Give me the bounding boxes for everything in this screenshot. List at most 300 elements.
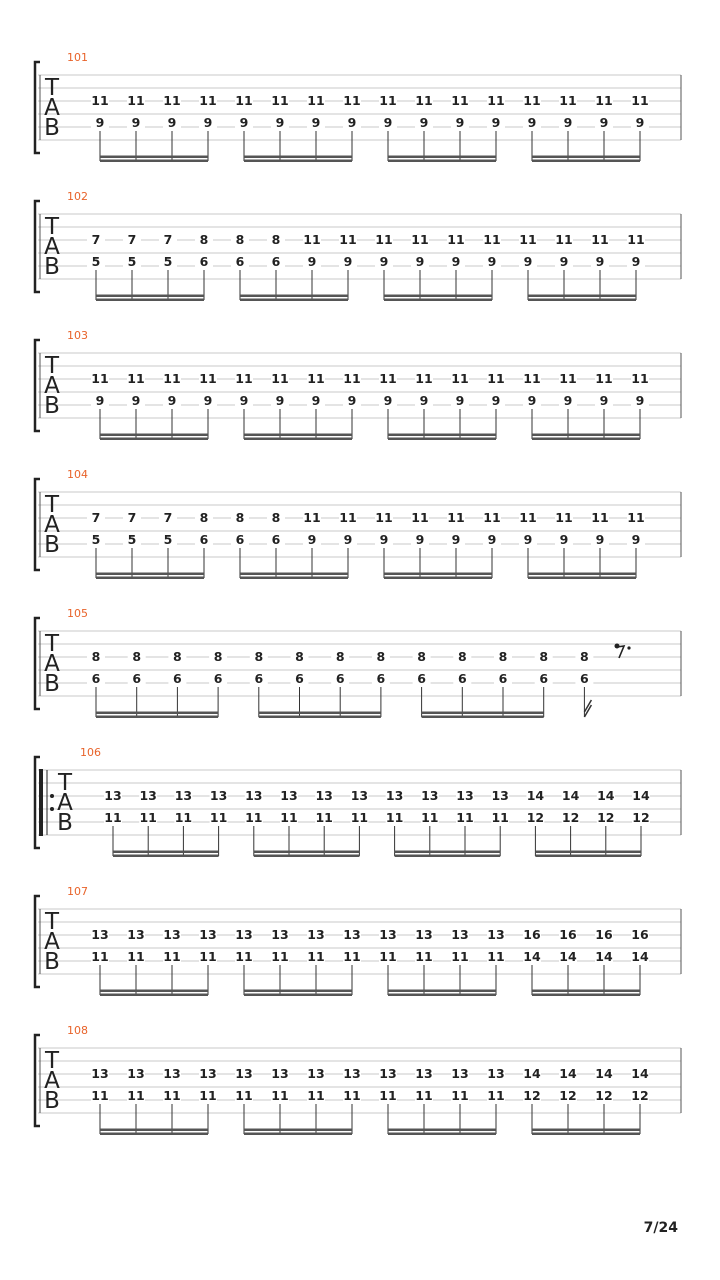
beam	[388, 990, 496, 993]
system-bracket	[35, 62, 40, 153]
fret-number: 13	[235, 927, 253, 942]
fret-number: 11	[271, 93, 289, 108]
tab-clef-letter: B	[44, 254, 60, 280]
page-number: 7/24	[643, 1220, 678, 1236]
beam	[528, 577, 636, 580]
fret-number: 11	[307, 93, 325, 108]
fret-number: 13	[451, 1066, 469, 1081]
tab-clef-letter: B	[44, 1088, 60, 1114]
beam	[113, 855, 219, 858]
fret-number: 13	[199, 927, 217, 942]
beam	[528, 573, 636, 576]
beam	[395, 851, 501, 854]
fret-number: 9	[487, 532, 497, 547]
fret-number: 9	[631, 254, 641, 269]
fret-number: 8	[335, 649, 345, 664]
fret-number: 11	[555, 510, 573, 525]
fret-number: 9	[239, 393, 249, 408]
fret-number: 11	[415, 949, 433, 964]
fret-number: 9	[523, 532, 533, 547]
beam	[254, 855, 360, 858]
fret-number: 11	[199, 93, 217, 108]
fret-number: 11	[235, 1088, 253, 1103]
fret-number: 12	[526, 810, 545, 825]
fret-number: 11	[595, 93, 613, 108]
system-bracket	[35, 340, 40, 431]
beam	[388, 434, 496, 437]
fret-number: 13	[104, 788, 122, 803]
fret-number: 11	[280, 810, 298, 825]
beam	[113, 851, 219, 854]
fret-number: 6	[199, 254, 209, 269]
system-bracket	[35, 896, 40, 987]
fret-number: 6	[132, 671, 142, 686]
fret-number: 12	[632, 810, 650, 825]
beam	[395, 855, 501, 858]
fret-number: 8	[539, 649, 549, 664]
fret-number: 6	[539, 671, 549, 686]
beam	[532, 1129, 640, 1132]
tab-clef-letter: T	[44, 353, 60, 379]
fret-number: 6	[580, 671, 589, 686]
fret-number: 11	[451, 949, 469, 964]
tab-system	[35, 746, 681, 857]
fret-number: 6	[235, 532, 245, 547]
fret-number: 8	[417, 649, 426, 664]
tab-system	[35, 190, 681, 301]
fret-number: 11	[199, 371, 217, 386]
fret-number: 11	[483, 232, 501, 247]
fret-number: 8	[271, 510, 281, 525]
fret-number: 11	[447, 232, 465, 247]
tab-clef-letter: B	[57, 810, 73, 836]
tab-clef-letter: B	[44, 671, 60, 697]
fret-number: 11	[91, 949, 109, 964]
fret-number: 9	[419, 393, 429, 408]
fret-number: 13	[379, 927, 397, 942]
fret-number: 9	[599, 115, 609, 130]
fret-number: 11	[411, 232, 429, 247]
fret-number: 11	[385, 810, 404, 825]
fret-number: 6	[335, 671, 345, 686]
fret-number: 11	[487, 93, 505, 108]
fret-number: 11	[235, 949, 253, 964]
fret-number: 12	[559, 1088, 577, 1103]
fret-number: 9	[311, 393, 321, 408]
beam	[259, 716, 381, 719]
fret-number: 8	[498, 649, 508, 664]
beam	[244, 156, 352, 159]
fret-number: 9	[383, 115, 393, 130]
fret-number: 12	[597, 810, 615, 825]
tab-clef-letter: T	[44, 492, 60, 518]
fret-number: 8	[235, 232, 245, 247]
beam	[240, 295, 348, 298]
tab-clef-letter: A	[44, 234, 60, 260]
fret-number: 11	[411, 510, 429, 525]
fret-number: 9	[95, 393, 105, 408]
fret-number: 13	[127, 1066, 145, 1081]
fret-number: 6	[235, 254, 245, 269]
fret-number: 11	[343, 1088, 361, 1103]
tab-system	[35, 468, 681, 579]
beam	[532, 990, 640, 993]
beam	[100, 1129, 208, 1132]
fret-number: 11	[127, 93, 145, 108]
fret-number: 13	[245, 788, 263, 803]
system-bracket	[35, 201, 40, 292]
fret-number: 13	[343, 1066, 361, 1081]
fret-number: 13	[163, 1066, 181, 1081]
beam	[244, 1133, 352, 1136]
fret-number: 11	[595, 371, 613, 386]
tab-clef-letter: B	[44, 949, 60, 975]
measure-number: 106	[80, 746, 101, 759]
fret-number: 8	[91, 649, 101, 664]
tab-system	[35, 885, 681, 996]
fret-number: 13	[139, 788, 157, 803]
fret-number: 13	[456, 788, 474, 803]
fret-number: 9	[415, 532, 425, 547]
fret-number: 11	[447, 510, 465, 525]
fret-number: 13	[280, 788, 298, 803]
fret-number: 9	[635, 115, 645, 130]
beam	[532, 434, 640, 437]
fret-number: 5	[127, 254, 137, 269]
fret-number: 13	[350, 788, 369, 803]
fret-number: 9	[383, 393, 393, 408]
fret-number: 9	[239, 115, 249, 130]
fret-number: 14	[631, 1066, 649, 1081]
fret-number: 9	[595, 254, 605, 269]
beam	[100, 1133, 208, 1136]
fret-number: 11	[487, 949, 505, 964]
system-bracket	[35, 479, 40, 570]
beam	[96, 712, 218, 715]
fret-number: 11	[379, 949, 397, 964]
system-bracket	[35, 1035, 40, 1126]
fret-number: 13	[487, 927, 505, 942]
beam	[422, 716, 544, 719]
fret-number: 11	[245, 810, 263, 825]
fret-number: 14	[597, 788, 615, 803]
fret-number: 11	[139, 810, 157, 825]
fret-number: 9	[203, 393, 213, 408]
tab-clef-letter: B	[44, 393, 60, 419]
fret-number: 7	[163, 510, 173, 525]
tab-clef-letter: B	[44, 115, 60, 141]
fret-number: 11	[271, 371, 289, 386]
fret-number: 8	[199, 510, 209, 525]
measure-number: 107	[67, 885, 88, 898]
fret-number: 9	[563, 393, 573, 408]
fret-number: 11	[379, 93, 397, 108]
fret-number: 11	[315, 810, 333, 825]
beam	[384, 299, 492, 302]
fret-number: 9	[491, 115, 501, 130]
fret-number: 8	[199, 232, 209, 247]
fret-number: 9	[487, 254, 497, 269]
fret-number: 11	[451, 93, 469, 108]
fret-number: 9	[379, 532, 389, 547]
fret-number: 11	[127, 1088, 145, 1103]
fret-number: 11	[487, 371, 505, 386]
beam	[528, 299, 636, 302]
fret-number: 8	[457, 649, 467, 664]
fret-number: 13	[235, 1066, 253, 1081]
fret-number: 6	[199, 532, 209, 547]
beam	[388, 1133, 496, 1136]
fret-number: 14	[595, 949, 613, 964]
beam	[96, 299, 204, 302]
fret-number: 13	[491, 788, 509, 803]
fret-number: 13	[343, 927, 361, 942]
tab-clef-letter: A	[44, 1068, 60, 1094]
fret-number: 5	[127, 532, 137, 547]
fret-number: 7	[127, 232, 137, 247]
fret-number: 9	[559, 532, 569, 547]
fret-number: 11	[174, 810, 193, 825]
beam	[100, 160, 208, 163]
fret-number: 6	[254, 671, 264, 686]
fret-number: 9	[491, 393, 501, 408]
fret-number: 11	[631, 93, 649, 108]
fret-number: 11	[91, 1088, 109, 1103]
fret-number: 9	[635, 393, 645, 408]
fret-number: 14	[595, 1066, 613, 1081]
fret-number: 9	[523, 254, 533, 269]
fret-number: 9	[631, 532, 641, 547]
fret-number: 11	[235, 371, 253, 386]
fret-number: 9	[311, 115, 321, 130]
beam	[240, 299, 348, 302]
fret-number: 11	[235, 93, 253, 108]
fret-number: 11	[339, 232, 357, 247]
fret-number: 13	[315, 788, 333, 803]
tab-clef-letter: T	[57, 770, 73, 796]
fret-number: 16	[559, 927, 577, 942]
beam	[388, 994, 496, 997]
beam	[388, 1129, 496, 1132]
fret-number: 11	[350, 810, 369, 825]
beam	[388, 156, 496, 159]
fret-number: 11	[307, 371, 325, 386]
fret-number: 11	[415, 1088, 433, 1103]
fret-number: 13	[271, 927, 289, 942]
beam	[244, 438, 352, 441]
beam	[96, 716, 218, 719]
fret-number: 13	[379, 1066, 397, 1081]
fret-number: 11	[491, 810, 509, 825]
fret-number: 7	[127, 510, 137, 525]
tab-system	[35, 51, 681, 162]
beam	[528, 295, 636, 298]
fret-number: 13	[163, 927, 181, 942]
fret-number: 6	[498, 671, 508, 686]
tab-clef-letter: B	[44, 532, 60, 558]
beam	[244, 990, 352, 993]
fret-number: 11	[343, 949, 361, 964]
tab-system	[35, 1024, 681, 1135]
fret-number: 13	[174, 788, 193, 803]
fret-number: 14	[631, 949, 649, 964]
fret-number: 11	[375, 510, 393, 525]
fret-number: 9	[563, 115, 573, 130]
fret-number: 11	[451, 371, 469, 386]
fret-number: 9	[455, 393, 465, 408]
tab-clef-letter: T	[44, 75, 60, 101]
fret-number: 9	[415, 254, 425, 269]
fret-number: 11	[555, 232, 573, 247]
fret-number: 11	[631, 371, 649, 386]
beam	[100, 994, 208, 997]
beam	[384, 577, 492, 580]
beam	[384, 295, 492, 298]
fret-number: 13	[199, 1066, 217, 1081]
fret-number: 13	[415, 1066, 433, 1081]
fret-number: 13	[421, 788, 439, 803]
beam	[388, 160, 496, 163]
dotted-eighth-rest	[615, 644, 631, 659]
fret-number: 6	[376, 671, 386, 686]
fret-number: 8	[376, 649, 386, 664]
fret-number: 9	[419, 115, 429, 130]
fret-number: 12	[523, 1088, 541, 1103]
repeat-dot	[50, 807, 54, 811]
beam	[100, 156, 208, 159]
fret-number: 12	[631, 1088, 649, 1103]
fret-number: 11	[343, 371, 361, 386]
fret-number: 13	[451, 927, 469, 942]
beam	[422, 712, 544, 715]
fret-number: 11	[163, 93, 181, 108]
fret-number: 8	[173, 649, 182, 664]
system-bracket	[35, 618, 40, 709]
fret-number: 14	[632, 788, 650, 803]
tab-clef-letter: T	[44, 909, 60, 935]
beam	[532, 156, 640, 159]
fret-number: 9	[131, 115, 141, 130]
fret-number: 9	[455, 115, 465, 130]
fret-number: 11	[271, 1088, 289, 1103]
fret-number: 13	[209, 788, 228, 803]
fret-number: 11	[483, 510, 501, 525]
beam	[100, 434, 208, 437]
fret-number: 13	[271, 1066, 289, 1081]
beam	[532, 438, 640, 441]
beam	[244, 434, 352, 437]
beam	[388, 438, 496, 441]
fret-number: 9	[343, 532, 353, 547]
fret-number: 9	[275, 115, 285, 130]
fret-number: 11	[487, 1088, 505, 1103]
fret-number: 9	[307, 254, 317, 269]
fret-number: 9	[595, 532, 605, 547]
tab-clef-letter: A	[57, 790, 73, 816]
fret-number: 11	[303, 232, 321, 247]
beam	[240, 573, 348, 576]
fret-number: 7	[91, 510, 101, 525]
fret-number: 13	[91, 927, 109, 942]
beam	[535, 851, 641, 854]
fret-number: 12	[561, 810, 580, 825]
beam	[244, 1129, 352, 1132]
fret-number: 9	[203, 115, 213, 130]
fret-number: 6	[91, 671, 101, 686]
tab-system	[35, 329, 681, 440]
fret-number: 11	[271, 949, 289, 964]
fret-number: 5	[163, 532, 173, 547]
fret-number: 6	[417, 671, 426, 686]
beam	[384, 573, 492, 576]
fret-number: 14	[561, 788, 580, 803]
fret-number: 8	[271, 232, 281, 247]
fret-number: 9	[527, 115, 537, 130]
fret-number: 9	[527, 393, 537, 408]
measure-number: 103	[67, 329, 88, 342]
fret-number: 9	[347, 393, 357, 408]
fret-number: 9	[343, 254, 353, 269]
fret-number: 11	[127, 949, 145, 964]
fret-number: 5	[91, 254, 101, 269]
beam	[259, 712, 381, 715]
fret-number: 8	[580, 649, 589, 664]
fret-number: 11	[209, 810, 228, 825]
fret-number: 9	[307, 532, 317, 547]
fret-number: 11	[379, 371, 397, 386]
fret-number: 6	[271, 254, 281, 269]
fret-number: 6	[295, 671, 304, 686]
fret-number: 6	[271, 532, 281, 547]
tab-clef-letter: A	[44, 373, 60, 399]
tab-clef-letter: T	[44, 1048, 60, 1074]
beam	[532, 994, 640, 997]
fret-number: 16	[523, 927, 541, 942]
beam	[96, 577, 204, 580]
fret-number: 11	[163, 949, 181, 964]
fret-number: 13	[415, 927, 433, 942]
fret-number: 11	[307, 949, 325, 964]
fret-number: 11	[627, 232, 645, 247]
fret-number: 11	[307, 1088, 325, 1103]
beam	[532, 160, 640, 163]
fret-number: 9	[275, 393, 285, 408]
fret-number: 9	[451, 532, 461, 547]
fret-number: 11	[163, 1088, 181, 1103]
fret-number: 8	[254, 649, 264, 664]
fret-number: 9	[167, 115, 177, 130]
fret-number: 11	[519, 232, 537, 247]
repeat-thick-bar	[39, 769, 43, 836]
fret-number: 6	[213, 671, 223, 686]
tab-clef-letter: A	[44, 929, 60, 955]
fret-number: 9	[559, 254, 569, 269]
fret-number: 11	[627, 510, 645, 525]
measure-number: 104	[67, 468, 88, 481]
fret-number: 14	[523, 1066, 541, 1081]
fret-number: 11	[199, 1088, 217, 1103]
fret-number: 16	[631, 927, 649, 942]
fret-number: 8	[235, 510, 245, 525]
fret-number: 13	[307, 927, 325, 942]
tab-clef-letter: A	[44, 651, 60, 677]
fret-number: 11	[379, 1088, 397, 1103]
fret-number: 5	[163, 254, 173, 269]
fret-number: 11	[591, 232, 609, 247]
fret-number: 9	[347, 115, 357, 130]
fret-number: 9	[131, 393, 141, 408]
fret-number: 11	[91, 371, 109, 386]
